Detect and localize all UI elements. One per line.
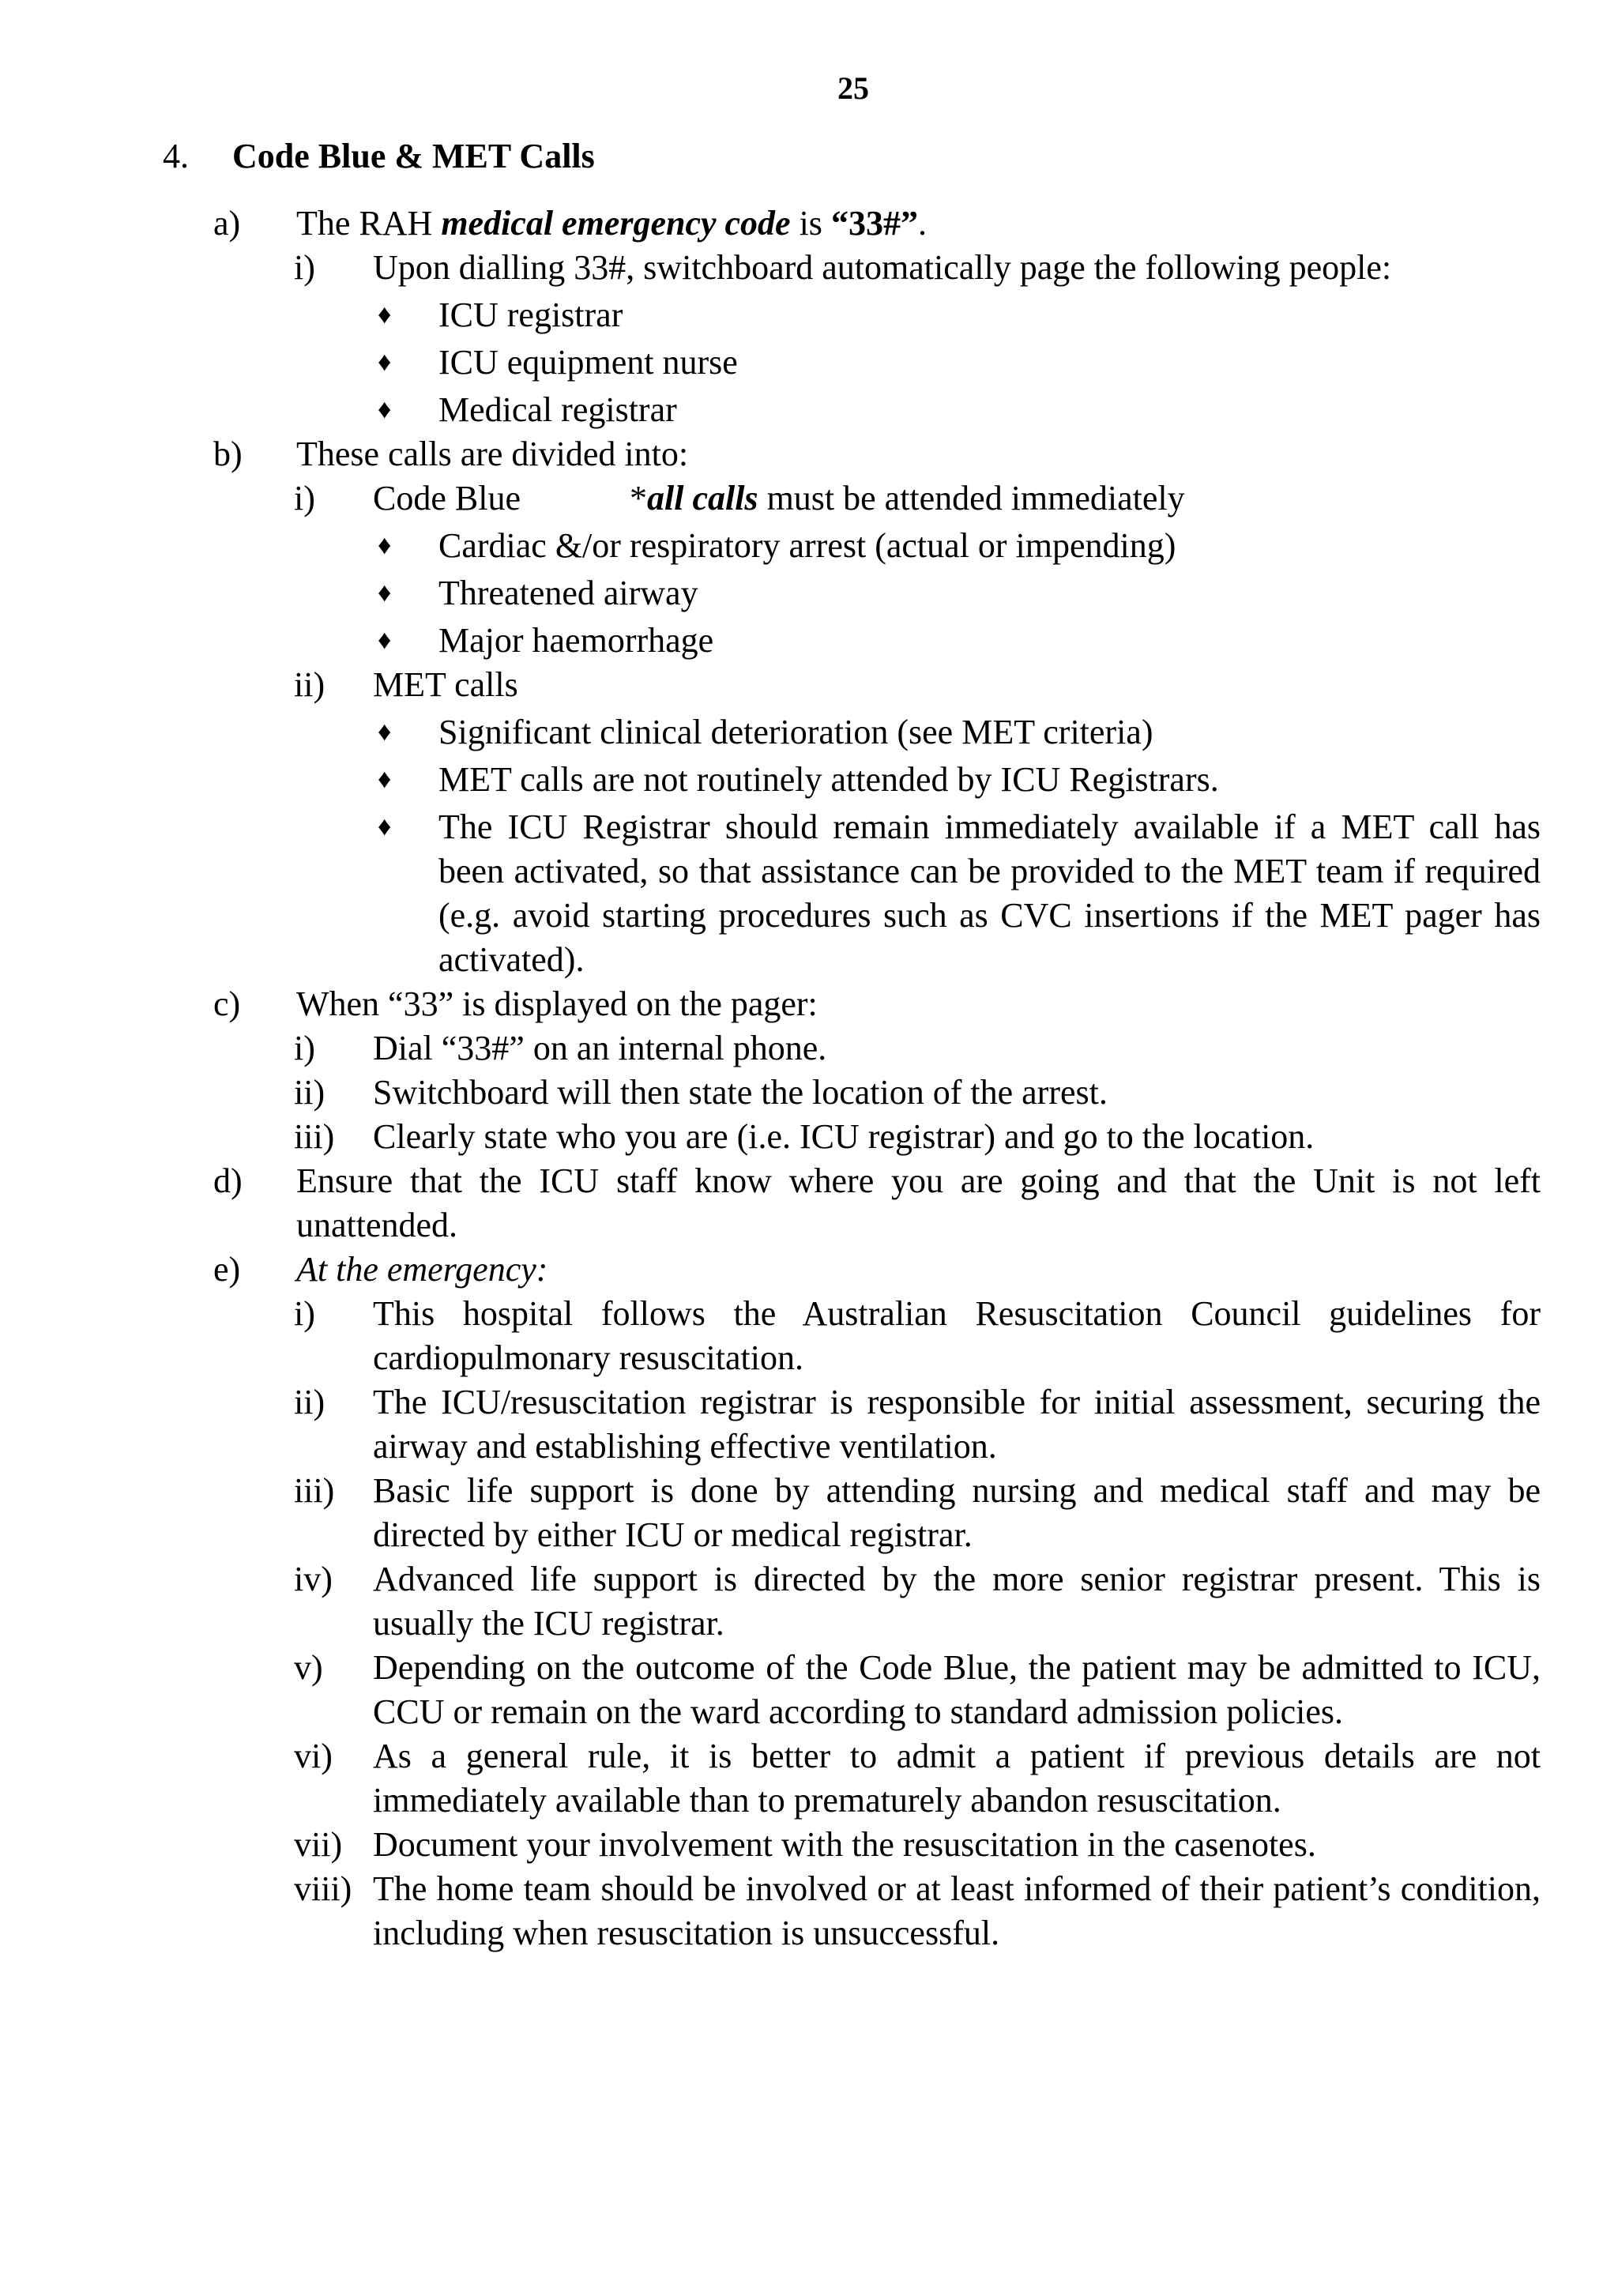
bullet-item xyxy=(0,524,1618,568)
document-body xyxy=(0,201,1618,1955)
sub-item xyxy=(0,1026,1618,1071)
note-rest: must be attended immediately xyxy=(758,479,1185,518)
item-e xyxy=(0,1248,1618,1292)
item-d xyxy=(0,1159,1618,1248)
bullet-item xyxy=(0,341,1618,385)
diamond-bullet-icon: ♦ xyxy=(378,626,392,655)
bullet-text: Major haemorrhage xyxy=(438,621,714,660)
sub-item xyxy=(0,1557,1618,1646)
diamond-bullet-icon: ♦ xyxy=(378,812,392,841)
bullet-text: Significant clinical deterioration (see MET criteria) xyxy=(438,713,1153,751)
sub-item xyxy=(0,1823,1618,1867)
sub-item xyxy=(0,1867,1618,1955)
bullet-text: Threatened airway xyxy=(438,574,698,612)
item-a-pre: The RAH xyxy=(296,204,442,243)
sub-item xyxy=(0,1469,1618,1557)
sub-item xyxy=(0,1292,1618,1380)
item-c-label: c) xyxy=(213,984,241,1023)
sub-item-text: Document your involvement with the resuscitation in the casenotes. xyxy=(373,1825,1316,1864)
bullet-text: MET calls are not routinely attended by ICU Registrars. xyxy=(438,760,1219,799)
sub-item-text: As a general rule, it is better to admit a patient if previous details are not immediately available than to prematurely abandon resuscitation. xyxy=(373,1737,1541,1820)
sub-item-label: i) xyxy=(294,1294,315,1333)
diamond-bullet-icon: ♦ xyxy=(378,717,392,747)
sub-item-label: vii) xyxy=(294,1825,343,1864)
bullet-item xyxy=(0,758,1618,802)
bullet-item xyxy=(0,805,1618,982)
sub-item-label: viii) xyxy=(294,1869,352,1908)
diamond-bullet-icon: ♦ xyxy=(378,765,392,794)
sub-item xyxy=(0,1646,1618,1734)
item-a-i-text: Upon dialling 33#, switchboard automatically page the following people: xyxy=(373,248,1392,287)
sub-item-label: ii) xyxy=(294,1383,325,1421)
item-b-text: These calls are divided into: xyxy=(296,435,689,473)
section-number: 4. xyxy=(163,137,189,175)
section-heading xyxy=(163,134,595,179)
item-b-i xyxy=(0,476,1618,521)
bullet-text: ICU registrar xyxy=(438,295,623,334)
sub-item xyxy=(0,1071,1618,1115)
sub-item-label: vi) xyxy=(294,1737,333,1775)
bullet-text: Medical registrar xyxy=(438,390,677,429)
item-b xyxy=(0,432,1618,476)
sub-item-label: v) xyxy=(294,1648,323,1687)
sub-item-label: i) xyxy=(294,1029,315,1067)
diamond-bullet-icon: ♦ xyxy=(378,395,392,424)
item-b-i-label: i) xyxy=(294,479,315,518)
diamond-bullet-icon: ♦ xyxy=(378,578,392,608)
diamond-bullet-icon: ♦ xyxy=(378,300,392,329)
sub-item xyxy=(0,1115,1618,1159)
bullet-item xyxy=(0,619,1618,663)
sub-item-label: ii) xyxy=(294,1073,325,1112)
item-b-ii-label: ii) xyxy=(294,665,325,704)
section-title: Code Blue & MET Calls xyxy=(232,137,595,175)
item-b-label: b) xyxy=(213,435,243,473)
sub-item-text: Basic life support is done by attending nursing and medical staff and may be directed by either ICU or medical registrar. xyxy=(373,1471,1541,1554)
bullet-text: The ICU Registrar should remain immediately available if a MET call has been activated, so that assistance can be provided to the MET team if required (e.g. avoid starting procedures such as CVC insertions if the MET pager has activated). xyxy=(438,807,1541,979)
item-c xyxy=(0,982,1618,1026)
emergency-code-value: “33#” xyxy=(830,204,918,243)
diamond-bullet-icon: ♦ xyxy=(378,531,392,560)
sub-item xyxy=(0,1380,1618,1469)
sub-item-text: The home team should be involved or at least informed of their patient’s condition, including when resuscitation is unsuccessful. xyxy=(373,1869,1541,1952)
item-a xyxy=(0,201,1618,246)
bullet-item xyxy=(0,710,1618,755)
sub-item-text: Clearly state who you are (i.e. ICU registrar) and go to the location. xyxy=(373,1117,1315,1156)
bullet-item xyxy=(0,571,1618,615)
item-b-ii xyxy=(0,663,1618,707)
met-calls-label: MET calls xyxy=(373,665,518,704)
item-a-end: . xyxy=(917,204,927,243)
note-star: * xyxy=(630,479,647,518)
item-e-text: At the emergency: xyxy=(296,1250,548,1289)
bullet-item xyxy=(0,293,1618,337)
item-a-i xyxy=(0,246,1618,290)
sub-item-text: Switchboard will then state the location of the arrest. xyxy=(373,1073,1108,1112)
sub-item-label: iii) xyxy=(294,1471,335,1510)
sub-item-label: iv) xyxy=(294,1560,333,1598)
item-e-label: e) xyxy=(213,1250,241,1289)
diamond-bullet-icon: ♦ xyxy=(378,348,392,377)
code-blue-label: Code Blue xyxy=(373,479,521,518)
sub-item-label: iii) xyxy=(294,1117,335,1156)
medical-emergency-code-label: medical emergency code xyxy=(441,204,791,243)
sub-item-text: The ICU/resuscitation registrar is responsible for initial assessment, securing the airway and establishing effective ventilation. xyxy=(373,1383,1541,1466)
code-blue-note xyxy=(630,476,1185,521)
bullet-text: Cardiac &/or respiratory arrest (actual or impending) xyxy=(438,526,1176,565)
note-emphasis: all calls xyxy=(647,479,758,518)
bullet-text: ICU equipment nurse xyxy=(438,343,738,382)
item-d-text: Ensure that the ICU staff know where you are going and that the Unit is not left unattended. xyxy=(296,1161,1541,1244)
page-number: 25 xyxy=(837,70,869,106)
item-c-text: When “33” is displayed on the pager: xyxy=(296,984,818,1023)
sub-item xyxy=(0,1734,1618,1823)
item-a-label: a) xyxy=(213,204,241,243)
sub-item-text: Advanced life support is directed by the more senior registrar present. This is usually the ICU registrar. xyxy=(373,1560,1541,1643)
item-a-i-label: i) xyxy=(294,248,315,287)
item-a-text xyxy=(296,201,1541,246)
sub-item-text: Dial “33#” on an internal phone. xyxy=(373,1029,827,1067)
bullet-item xyxy=(0,388,1618,432)
item-a-mid: is xyxy=(790,204,831,243)
item-d-label: d) xyxy=(213,1161,243,1200)
sub-item-text: This hospital follows the Australian Resuscitation Council guidelines for cardiopulmonary resuscitation. xyxy=(373,1294,1541,1377)
sub-item-text: Depending on the outcome of the Code Blue, the patient may be admitted to ICU, CCU or remain on the ward according to standard admission policies. xyxy=(373,1648,1541,1731)
